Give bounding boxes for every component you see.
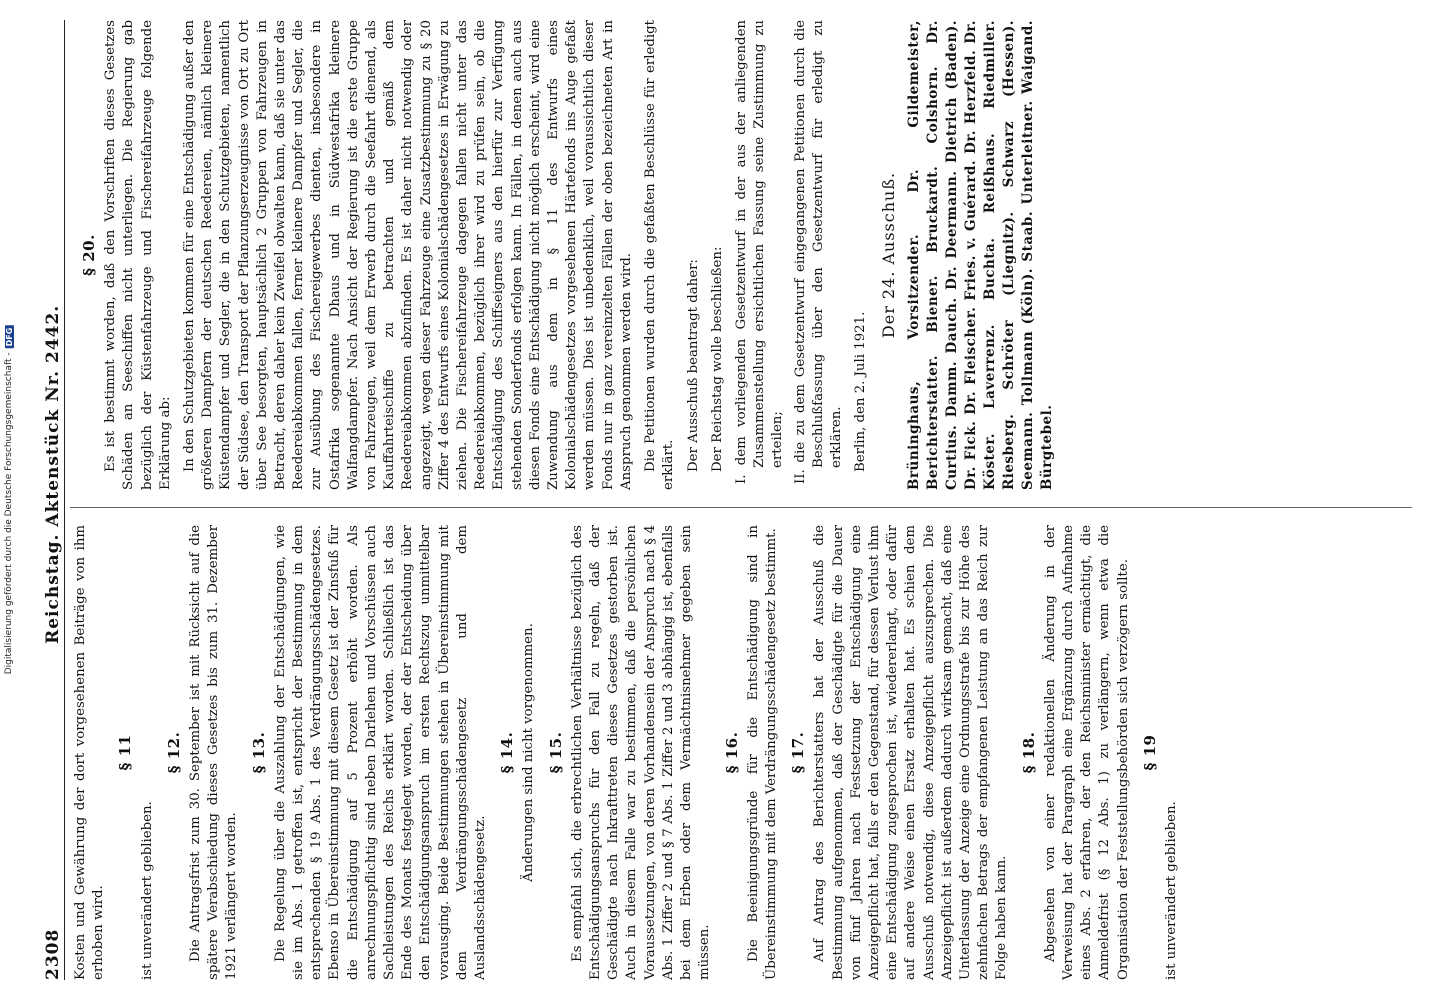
page-content: [22, 0, 1432, 1000]
date-line: Berlin, den 2. Juli 1921.: [853, 311, 869, 472]
petitions-text: Die Petitionen wurden durch die gefaßten Beschlüsse für erledigt erklärt.: [643, 20, 677, 490]
credit-text: Digitalisierung gefördert durch die Deutsche Forschungsgemeinschaft -: [4, 352, 14, 675]
section-14-title: § 14.: [498, 731, 517, 774]
credit-line: [4, 326, 14, 675]
page-header: [30, 20, 65, 980]
page-number: 2308: [42, 928, 63, 980]
column-divider: [70, 507, 1412, 508]
section-13-title: § 13.: [249, 731, 268, 774]
section-16-title: § 16.: [722, 731, 741, 774]
section-14-text: Änderungen sind nicht vorgenommen.: [521, 623, 537, 882]
dfg-logo: DFG: [4, 327, 14, 347]
section-15-title: § 15.: [546, 731, 565, 774]
section-20-title: § 20.: [80, 234, 98, 276]
section-19-title: § 19: [1140, 734, 1159, 771]
section-11-title: § 11: [116, 734, 135, 771]
committee-members: [905, 20, 1057, 490]
section-18-text: Abgesehen von einer redaktionellen Änderung in der Verweisung hat der Paragraph eine Ergänzung durch Aufnahme eines Abs. 2 erfahren, der den Reichsminister ermächtigt, die Anmeldefrist (§ 12 Abs. 1) zu verlängern, wenn etwa die Organisation der Feststellungsbehörden sich verzögern sollte.: [1042, 525, 1131, 980]
resolve-text: Der Reichstag wolle beschließen:: [709, 246, 725, 472]
section-17-title: § 17.: [789, 731, 808, 774]
intro-text: Kosten und Gewährung der dort vorgesehenen Beiträge von ihm erhoben wird.: [73, 525, 107, 980]
member-list: Brüninghaus, Vorsitzender. Dr. Gildemeister, Berichterstatter. Biener. Bruckardt. Colshorn. Dr. Curtius. Damm. Dauch. Dr. Deermann. Dietrich (Baden). Dr. Fick. Dr. Fleischer. Fries. v. Guérard. Dr. Herzfeld. Dr. Köster. Laverrenz. Buchta. Reißhaus. Riedmiller. Riesberg. Schröter (Liegnitz). Schwarz (Hessen). Seemann. Tollmann (Köln). Staab. Unterleitner. Waigand. Bürgtebel.: [905, 20, 1055, 490]
motion-item-2: II. die zu dem Gesetzentwurf eingegangenen Petitionen durch die Beschlußfassung über den Gesetzentwurf für erledigt zu erklären.: [792, 20, 844, 484]
section-20-paragraph-2: In den Schutzgebieten kommen für eine Entschädigung außer den größeren Dampfern der deutschen Reedereien, nämlich kleinere Küstendampfer und Segler, die in den Schutzgebieten, namentlich der Südsee, den Transport der Pflanzungserzeugnisse von Ort zu Ort über See besorgten, hauptsächlich 2 Gruppen von Fahrzeugen in Betracht, deren daher kein Zweifel obwalten kann, daß sie unter das Reedereiabkommen fallen, ferner kleinere Dampfer und Segler, die zur Ausübung des Fischereigewerbes dienten, insbesondere in Ostafrika sogenannte Dhaus und in Südwestafrika kleinere Walfangdampfer. Nach Ansicht der Regierung ist die erste Gruppe von Fahrzeugen, weil dem Erwerb durch die Seefahrt dienend, als Kauffahrteischiffe zu betrachten und gemäß dem Reedereiabkommen abzufinden. Es ist daher nicht notwendig oder angezeigt, wegen dieser Fahrzeuge eine Zusatzbestimmung zu § 20 Ziffer 4 des Entwurfs eines Kolonialschädengesetzes in Erwägung zu ziehen. Die Fischereifahrzeuge dagegen fallen nicht unter das Reedereiabkommen, bezüglich ihrer wird zu prüfen sein, ob die Entschädigung des Schiffseigners aus den hierfür zur Verfügung stehenden Sonderfonds erfolgen kann. In Fällen, in denen auch aus diesen Fonds eine Entschädigung nicht möglich erscheint, wird eine Zuwendung aus dem in § 11 des Entwurfs eines Kolonialschädengesetzes vorgesehenen Härtefonds ins Auge gefaßt werden müssen. Dies ist unbedenklich, weil voraussichtlich dieser Fonds nur in ganz vereinzelten Fällen der oben bezeichneten Art in Anspruch genommen werden wird.: [182, 20, 634, 490]
right-column: [72, 20, 1422, 490]
document-page: [22, 0, 1432, 1000]
sidebar-credit: [0, 0, 18, 1000]
section-17-text: Auf Antrag des Berichterstatters hat der Ausschuß die Bestimmung aufgenommen, daß der Geschädigte für die Dauer von fünf Jahren nach Festsetzung der Entschädigung eine Anzeigepflicht hat, falls er den Gegenstand, für dessen Verlust ihm eine Entschädigung zugesprochen ist, wiedererlangt, oder dafür auf andere Weise einen Ersatz erhalten hat. Es schien dem Ausschuß notwendig, diese Anzeigepflicht auszusprechen. Die Anzeigepflicht ist außerdem dadurch wirksam gemacht, daß eine Unterlassung der Anzeige eine Ordnungsstrafe bis zur Höhe des zehnfachen Betrags der empfangenen Leistung an das Reich zur Folge haben kann.: [812, 525, 1010, 980]
section-18-title: § 18.: [1019, 731, 1038, 774]
motion-item-1: I. dem vorliegenden Gesetzentwurf in der aus der anliegenden Zusammenstellung ersichtlichen Fassung seine Zustimmung zu erteilen;: [733, 20, 786, 484]
section-19-text: ist unverändert geblieben.: [1163, 801, 1179, 980]
section-11-text: ist unverändert geblieben.: [139, 801, 155, 980]
section-12-title: § 12.: [164, 731, 183, 774]
left-column: [72, 525, 1422, 980]
page-title: Reichstag. Aktenstück Nr. 2442.: [42, 304, 63, 644]
committee-title: Der 24. Ausschuß.: [879, 171, 899, 339]
motion-intro: Der Ausschuß beantragt daher:: [685, 259, 701, 472]
section-16-text: Die Beeinigungsgründe für die Entschädigung sind in Übereinstimmung mit dem Verdrängungsschädengesetz bestimmt.: [745, 525, 779, 980]
section-13-text: Die Regelung über die Auszahlung der Entschädigungen, wie sie im Abs. 1 getroffen ist, entspricht der Bestimmung in dem entsprechenden § 19 Abs. 1 des Verdrängungsschädengesetzes. Ebenso in Übereinstimmung mit diesem Gesetz ist der Zinsfuß für die Entschädigung auf 5 Prozent erhöht worden. Als anrechnungspflichtig sind neben Darlehen und Vorschüssen auch Sachleistungen des Reichs erklärt worden. Schließlich ist das Ende des Monats festgelegt worden, der der Entscheidung über den Entschädigungsanspruch im ersten Rechtszug unmittelbar vorausging. Beide Bestimmungen stehen in Übereinstimmung mit dem Verdrängungsschädengesetz und dem Auslandsschädengesetz.: [272, 525, 489, 980]
section-20-paragraph-1: Es ist bestimmt worden, daß den Vorschriften dieses Gesetzes Schäden an Seeschiffen nicht unterliegen. Die Regierung gab bezüglich der Küstenfahrzeuge und Fischereifahrzeuge folgende Erklärung ab:: [103, 20, 173, 490]
section-15-text: Es empfahl sich, die erbrechtlichen Verhältnisse bezüglich des Entschädigungsanspruchs für den Fall zu regeln, daß der Geschädigte nach Inkrafttreten dieses Gesetzes gestorben ist. Auch in diesem Falle war zu bestimmen, daß die persönlichen Voraussetzungen, von deren Vorhandensein der Anspruch nach § 4 Abs. 1 Ziffer 2 und § 7 Abs. 1 Ziffer 2 und 3 abhängig ist, ebenfalls bei dem Erben oder dem Vermächtnisnehmer gegeben sein müssen.: [569, 525, 713, 980]
section-12-text: Die Antragsfrist zum 30. September ist mit Rücksicht auf die spätere Verabschiedung dieses Gesetzes bis zum 31. Dezember 1921 verlängert worden.: [188, 525, 240, 980]
